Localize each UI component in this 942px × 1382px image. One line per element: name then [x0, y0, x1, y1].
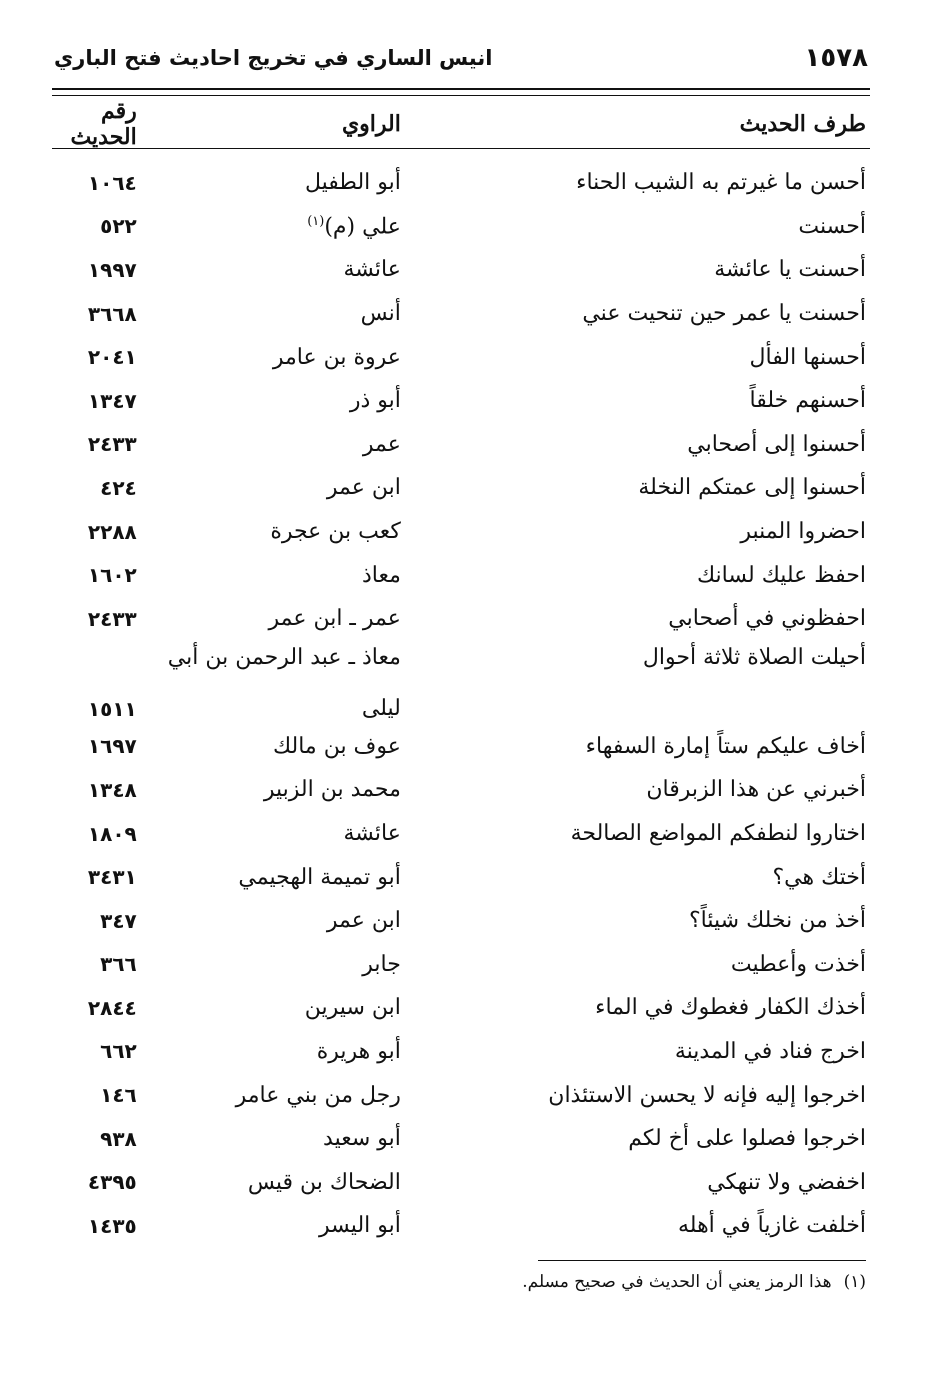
number-cell [52, 641, 137, 725]
table-row [52, 1117, 870, 1161]
rawi-cell: ابن عمر [326, 475, 401, 501]
number-cell: ٣٦٦٨ [87, 301, 137, 326]
running-head [54, 34, 868, 82]
number-cell: ٣٤٣١ [87, 865, 137, 890]
tarf-cell: اخرج فناد في المدينة [674, 1038, 866, 1064]
rawi-cell: عمر ـ ابن عمر [268, 606, 401, 632]
tarf-cell: اخرجوا إليه فإنه لا يحسن الاستئذان [548, 1082, 866, 1108]
table-row [52, 335, 870, 379]
rawi-line-2: ليلى [361, 695, 401, 721]
table-row [52, 1073, 870, 1117]
rawi-cell: أبو ذر [349, 388, 401, 414]
number-cell: ٥٢٢ [100, 214, 137, 239]
table-row [52, 292, 870, 336]
number-cell: ٣٤٧ [100, 908, 137, 933]
footnote-text: هذا الرمز يعني أن الحديث في صحيح مسلم. [522, 1272, 832, 1292]
rawi-cell [137, 641, 401, 725]
rawi-cell: أبو الطفيل [304, 170, 401, 196]
rawi-cell: معاذ [361, 562, 401, 588]
tarf-cell: أخلفت غازياً في أهله [677, 1213, 866, 1239]
table-row [52, 768, 870, 812]
rawi-cell: عوف بن مالك [272, 733, 401, 759]
tarf-cell: أحسنها الفأل [749, 344, 866, 370]
rawi-cell: الضحاك بن قيس [247, 1169, 401, 1195]
tarf-cell: أحسن ما غيرتم به الشيب الحناء [576, 170, 866, 196]
tarf-cell: أخذت وأعطيت [730, 951, 866, 977]
book-title: انيس الساري في تخريج احاديث فتح الباري [54, 46, 493, 70]
number-cell: ١٣٤٨ [87, 777, 137, 802]
tarf-cell: اخرجوا فصلوا على أخ لكم [628, 1126, 866, 1152]
header-rule-thin [52, 95, 870, 96]
number-cell: ٢٤٣٣ [87, 432, 137, 457]
rawi-cell: عائشة [343, 821, 401, 847]
number-cell: ٢٢٨٨ [87, 519, 137, 544]
table-row [52, 597, 870, 641]
tarf-cell: أحسنهم خلقاً [749, 388, 866, 414]
number-cell: ٦٦٢ [100, 1039, 137, 1064]
table-row [52, 1160, 870, 1204]
footnote-marker: (١) [843, 1272, 866, 1292]
tarf-cell: أحسنت يا عائشة [714, 257, 866, 283]
table-row [52, 510, 870, 554]
footnote-reference: (١) [307, 213, 325, 229]
table-row [52, 379, 870, 423]
header-rule [52, 88, 870, 90]
table-row [52, 161, 870, 205]
tarf-cell: أخذك الكفار فغطوك في الماء [595, 995, 866, 1021]
number-cell: ١٨٠٩ [87, 821, 137, 846]
number-cell: ٤٢٤ [100, 475, 137, 500]
tarf-cell: أخبرني عن هذا الزبرقان [646, 777, 866, 803]
number-text: ١٥١١ [87, 696, 137, 721]
hadith-index-table [52, 100, 870, 1248]
rawi-cell: أبو تميمة الهجيمي [238, 864, 401, 890]
table-row [52, 248, 870, 292]
number-cell: ١٦٠٢ [87, 563, 137, 588]
tarf-cell: اختاروا لنطفكم المواضع الصالحة [570, 821, 866, 847]
rawi-cell: رجل من بني عامر [235, 1082, 401, 1108]
rawi-cell: ابن عمر [326, 908, 401, 934]
table-row [52, 899, 870, 943]
table-row [52, 812, 870, 856]
rawi-line-1: معاذ ـ عبد الرحمن بن أبي [167, 644, 401, 670]
column-header-rawi: الراوي [341, 111, 401, 137]
tarf-cell: أحسنت يا عمر حين تنحيت عني [582, 301, 866, 327]
footnote [522, 1272, 866, 1292]
number-cell: ٢٤٣٣ [87, 606, 137, 631]
tarf-cell: احضروا المنبر [740, 519, 866, 545]
rawi-cell [137, 214, 401, 239]
table-row [52, 553, 870, 597]
table-row [52, 1204, 870, 1248]
table-row [52, 986, 870, 1030]
column-header-number: رقم الحديث [70, 98, 137, 150]
rawi-cell: عائشة [343, 257, 401, 283]
number-cell: ١٤٦ [100, 1083, 137, 1108]
rawi-cell: جابر [362, 951, 401, 977]
number-cell: ١٦٩٧ [87, 734, 137, 759]
tarf-cell: أخاف عليكم ستاً إمارة السفهاء [585, 733, 866, 759]
table-row [52, 641, 870, 725]
rawi-text: علي (م) [324, 214, 401, 240]
rawi-cell: عمر [362, 431, 401, 457]
tarf-cell: احفظ عليك لسانك [697, 562, 866, 588]
number-cell: ٤٣٩٥ [87, 1170, 137, 1195]
rawi-cell: أنس [360, 301, 401, 327]
tarf-cell: أختك هي؟ [772, 864, 866, 890]
tarf-cell: أحسنت [798, 213, 866, 239]
table-row [52, 725, 870, 769]
number-cell: ٢٠٤١ [87, 345, 137, 370]
rawi-cell: أبو هريرة [316, 1038, 401, 1064]
table-row [52, 855, 870, 899]
number-cell: ١٣٤٧ [87, 388, 137, 413]
column-header-tarf: طرف الحديث [739, 111, 866, 137]
rawi-cell: أبو اليسر [319, 1213, 401, 1239]
table-row [52, 466, 870, 510]
number-cell: ١٠٦٤ [87, 170, 137, 195]
number-cell: ١٩٩٧ [87, 257, 137, 282]
rawi-cell: عروة بن عامر [272, 344, 401, 370]
tarf-cell: اخفضي ولا تنهكي [707, 1169, 866, 1195]
table-row [52, 205, 870, 249]
table-row [52, 1030, 870, 1074]
tarf-cell: أخذ من نخلك شيئاً؟ [688, 908, 866, 934]
number-cell: ٩٣٨ [100, 1126, 137, 1151]
number-cell: ١٤٣٥ [87, 1213, 137, 1238]
tarf-cell [401, 641, 870, 725]
tarf-cell: احفظوني في أصحابي [668, 606, 866, 632]
tarf-text: أحيلت الصلاة ثلاثة أحوال [642, 644, 866, 670]
table-row [52, 423, 870, 467]
table-body [52, 161, 870, 1248]
footnote-separator [538, 1260, 866, 1261]
page-number: ١٥٧٨ [804, 43, 868, 73]
tarf-cell: أحسنوا إلى عمتكم النخلة [638, 475, 866, 501]
rawi-cell: كعب بن عجرة [270, 519, 401, 545]
table-header [52, 100, 870, 149]
number-cell: ٢٨٤٤ [87, 995, 137, 1020]
rawi-cell: محمد بن الزبير [263, 777, 401, 803]
table-row [52, 943, 870, 987]
rawi-cell: ابن سيرين [304, 995, 401, 1021]
rawi-cell: أبو سعيد [323, 1126, 401, 1152]
number-cell: ٣٦٦ [100, 952, 137, 977]
tarf-cell: أحسنوا إلى أصحابي [687, 431, 866, 457]
